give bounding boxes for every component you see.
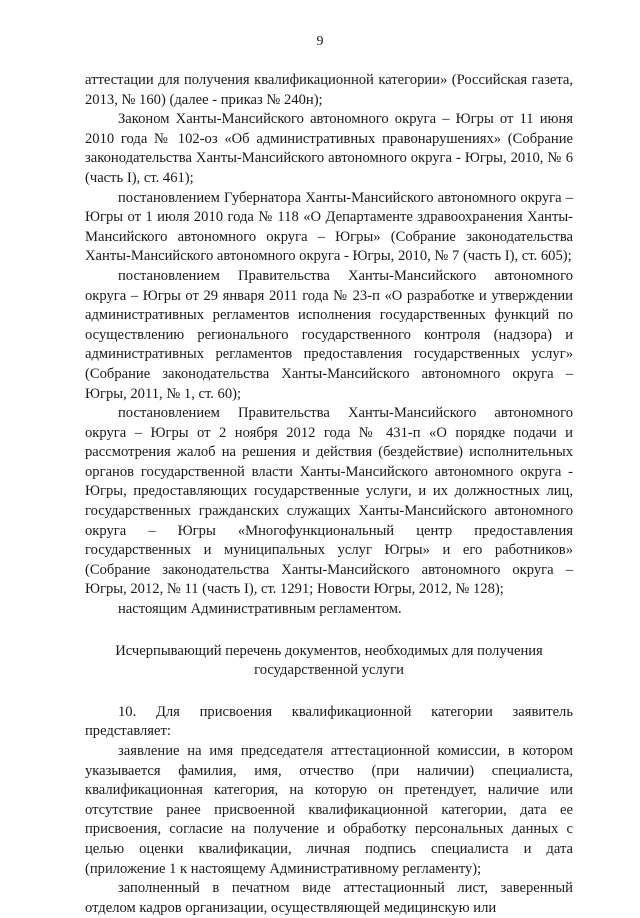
paragraph: постановлением Губернатора Ханты-Мансийского автономного округа – Югры от 1 июля 2010 года № 118 «О Департаменте здравоохранения Ханты-Мансийского автономного округа – Югры» (Собрание законодательства Ханты-Мансийского автономного округа - Югры, 2010, № 7 (часть I), ст. 605); [85,189,573,265]
paragraph: 10. Для присвоения квалификационной категории заявитель представляет: [85,703,573,740]
paragraph: аттестации для получения квалификационной категории» (Российская газета, 2013, № 160) (далее - приказ № 240н); [85,72,573,108]
paragraph: заполненный в печатном виде аттестационный лист, заверенный отделом кадров организации, осуществляющей медицинскую или [85,880,573,916]
document-body [85,71,573,918]
paragraph: заявление на имя председателя аттестационной комиссии, в котором указывается фамилия, имя, отчество (при наличии) специалиста, квалификационная категория, на которую он претендует, наличие или отсутствие ранее присвоенной квалификационной категории, дата ее присвоения, согласие на получение и обработку персональных данных с целью оценки квалификации, личная подпись специалиста и дата (приложение 1 к настоящему Административному регламенту); [85,743,573,877]
paragraph: постановлением Правительства Ханты-Мансийского автономного округа – Югры от 29 января 2011 года № 23-п «О разработке и утверждении административных регламентов исполнения государственных функций по осуществлению регионального государственного контроля (надзора) и административных регламентов предоставления государственных услуг» (Собрание законодательства Ханты-Мансийского автономного округа – Югры, 2011, № 1, ст. 60); [85,267,573,402]
page-number: 9 [316,34,324,49]
section-heading-line: государственной услуги [254,662,404,679]
paragraph: Законом Ханты-Мансийского автономного округа – Югры от 11 июня 2010 года № 102-оз «Об административных правонарушениях» (Собрание законодательства Ханты-Мансийского автономного округа - Югры, 2010, № 6 (часть I), ст. 461); [85,111,573,186]
section-heading-line: Исчерпывающий перечень документов, необходимых для получения [115,642,543,659]
section-heading [85,642,573,681]
paragraph: настоящим Административным регламентом. [118,601,402,618]
paragraph: постановлением Правительства Ханты-Мансийского автономного округа – Югры от 2 ноября 2012 года № 431-п «О порядке подачи и рассмотрения жалоб на решения и действия (бездействие) исполнительных органов государственной власти Ханты-Мансийского автономного округа - Югры, предоставляющих государственные услуги, и их должностных лиц, государственных гражданских служащих Ханты-Мансийского автономного округа – Югры «Многофункциональный центр предоставления государственных и муниципальных услуг Югры» и его работников» (Собрание законодательства Ханты-Мансийского автономного округа – Югры, 2012, № 11 (часть I), ст. 1291; Новости Югры, 2012, № 128); [85,405,573,598]
